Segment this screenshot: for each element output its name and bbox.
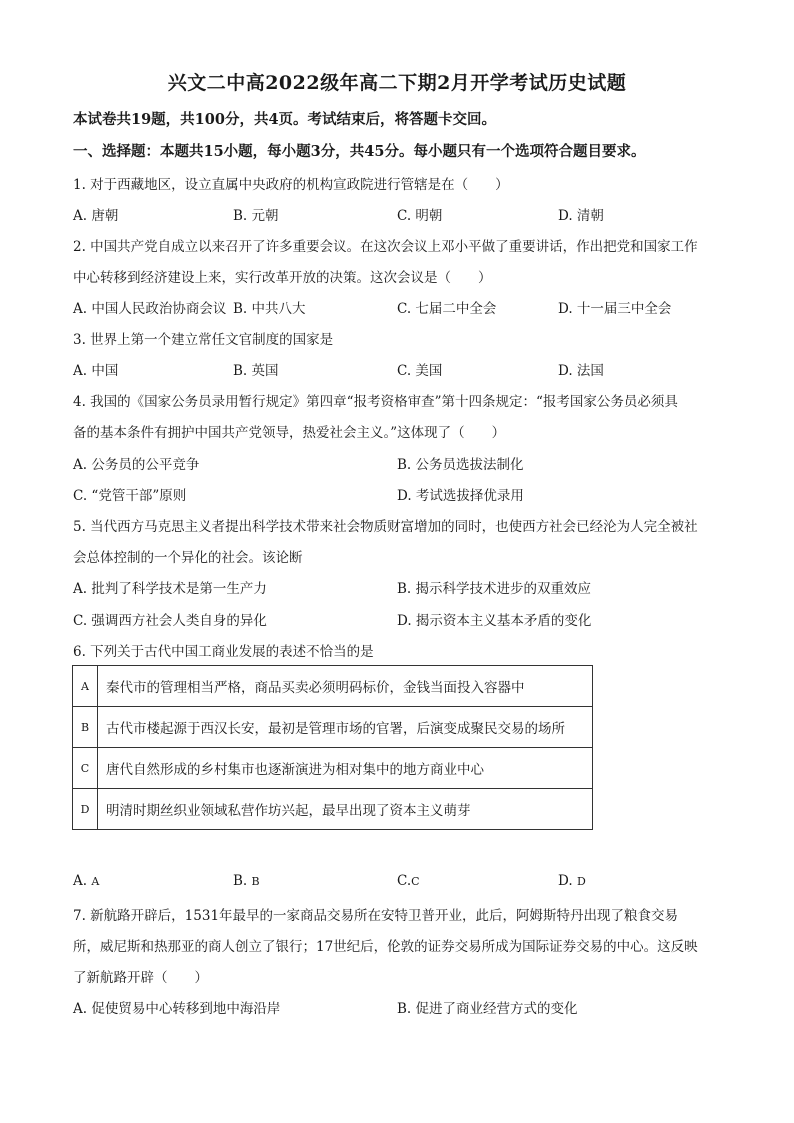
q6-option-c-letter: C [411,875,420,888]
question-2-stem-line2: 中心转移到经济建设上来，实行改革开放的决策。这次会议是（ ） [73,270,492,286]
q3-option-b: B. 英国 [233,363,279,379]
exam-intro: 本试卷共19题，共100分，共4页。考试结束后，将答题卡交回。 [73,111,497,128]
statement-letter: A [73,666,98,707]
q2-option-d: D. 十一届三中全会 [558,301,672,317]
statement-letter: C [73,748,98,789]
q5-option-a: A. 批判了科学技术是第一生产力 [73,581,267,597]
q6-option-a-letter: A [91,875,100,888]
statement-letter: D [73,789,98,830]
question-7-stem-line3: 了新航路开辟（ ） [73,970,208,986]
q6-option-b-prefix: B. [233,873,248,889]
q6-option-b [233,873,260,889]
question-7-stem-line2: 所，威尼斯和热那亚的商人创立了银行；17世纪后，伦敦的证券交易所成为国际证券交易的中心。这反映 [73,939,698,955]
q4-option-a: A. 公务员的公平竞争 [73,457,200,473]
question-2-stem-line1: 2. 中国共产党自成立以来召开了许多重要会议。在这次会议上邓小平做了重要讲话，作出把党和国家工作 [73,239,698,255]
q3-option-c: C. 美国 [397,363,443,379]
q4-option-d: D. 考试选拔择优录用 [397,488,524,504]
q6-option-a [73,873,99,889]
statement-letter: B [73,707,98,748]
q4-option-c: C. “党管干部”原则 [73,488,187,504]
statement-text: 唐代自然形成的乡村集市也逐渐演进为相对集中的地方商业中心 [98,748,593,789]
q3-option-a: A. 中国 [73,363,119,379]
question-4-stem-line1: 4. 我国的《国家公务员录用暂行规定》第四章“报考资格审查”第十四条规定：“报考国家公务员必须具 [73,394,678,410]
table-row [73,707,593,748]
q2-option-c: C. 七届二中全会 [397,301,497,317]
q7-option-b: B. 促进了商业经营方式的变化 [397,1001,578,1017]
q6-statements-table [72,665,593,830]
q6-option-c [397,873,420,889]
q6-option-d-letter: D [576,875,586,888]
question-6-stem: 6. 下列关于古代中国工商业发展的表述不恰当的是 [73,644,374,660]
question-1-stem: 1. 对于西藏地区，设立直属中央政府的机构宣政院进行管辖是在（ ） [73,177,509,193]
q6-option-d [558,873,586,889]
question-7-stem-line1: 7. 新航路开辟后，1531年最早的一家商品交易所在安特卫普开业，此后，阿姆斯特丹出现了粮食交易 [73,908,679,924]
question-5-stem-line1: 5. 当代西方马克思主义者提出科学技术带来社会物质财富增加的同时，也使西方社会已经沦为人完全被社 [73,519,698,535]
q6-option-b-letter: B [251,875,260,888]
q5-option-c: C. 强调西方社会人类自身的异化 [73,613,267,629]
q2-option-a: A. 中国人民政治协商会议 [73,301,227,317]
table-row [73,789,593,830]
q7-option-a: A. 促使贸易中心转移到地中海沿岸 [73,1001,281,1017]
table-row [73,748,593,789]
q1-option-a: A. 唐朝 [73,208,119,224]
q5-option-b: B. 揭示科学技术进步的双重效应 [397,581,592,597]
statement-text: 古代市楼起源于西汉长安，最初是管理市场的官署，后演变成聚民交易的场所 [98,707,593,748]
exam-title: 兴文二中高2022级年高二下期2月开学考试历史试题 [167,72,627,94]
q6-option-d-prefix: D. [558,873,573,889]
question-5-stem-line2: 会总体控制的一个异化的社会。该论断 [73,550,303,566]
q4-option-b: B. 公务员选拔法制化 [397,457,524,473]
section-heading: 一、选择题：本题共15小题，每小题3分，共45分。每小题只有一个选项符合题目要求。 [73,143,646,160]
q2-option-b: B. 中共八大 [233,301,306,317]
statement-text: 秦代市的管理相当严格，商品买卖必须明码标价，金钱当面投入容器中 [98,666,593,707]
q1-option-b: B. 元朝 [233,208,279,224]
question-3-stem: 3. 世界上第一个建立常任文官制度的国家是 [73,332,334,348]
q3-option-d: D. 法国 [558,363,604,379]
q6-option-c-prefix: C. [397,873,412,889]
q1-option-c: C. 明朝 [397,208,443,224]
q5-option-d: D. 揭示资本主义基本矛盾的变化 [397,613,592,629]
q1-option-d: D. 清朝 [558,208,604,224]
statement-text: 明清时期丝织业领域私营作坊兴起，最早出现了资本主义萌芽 [98,789,593,830]
q6-option-a-prefix: A. [73,873,88,889]
question-4-stem-line2: 备的基本条件有拥护中国共产党领导，热爱社会主义。”这体现了（ ） [73,425,506,441]
table-row [73,666,593,707]
